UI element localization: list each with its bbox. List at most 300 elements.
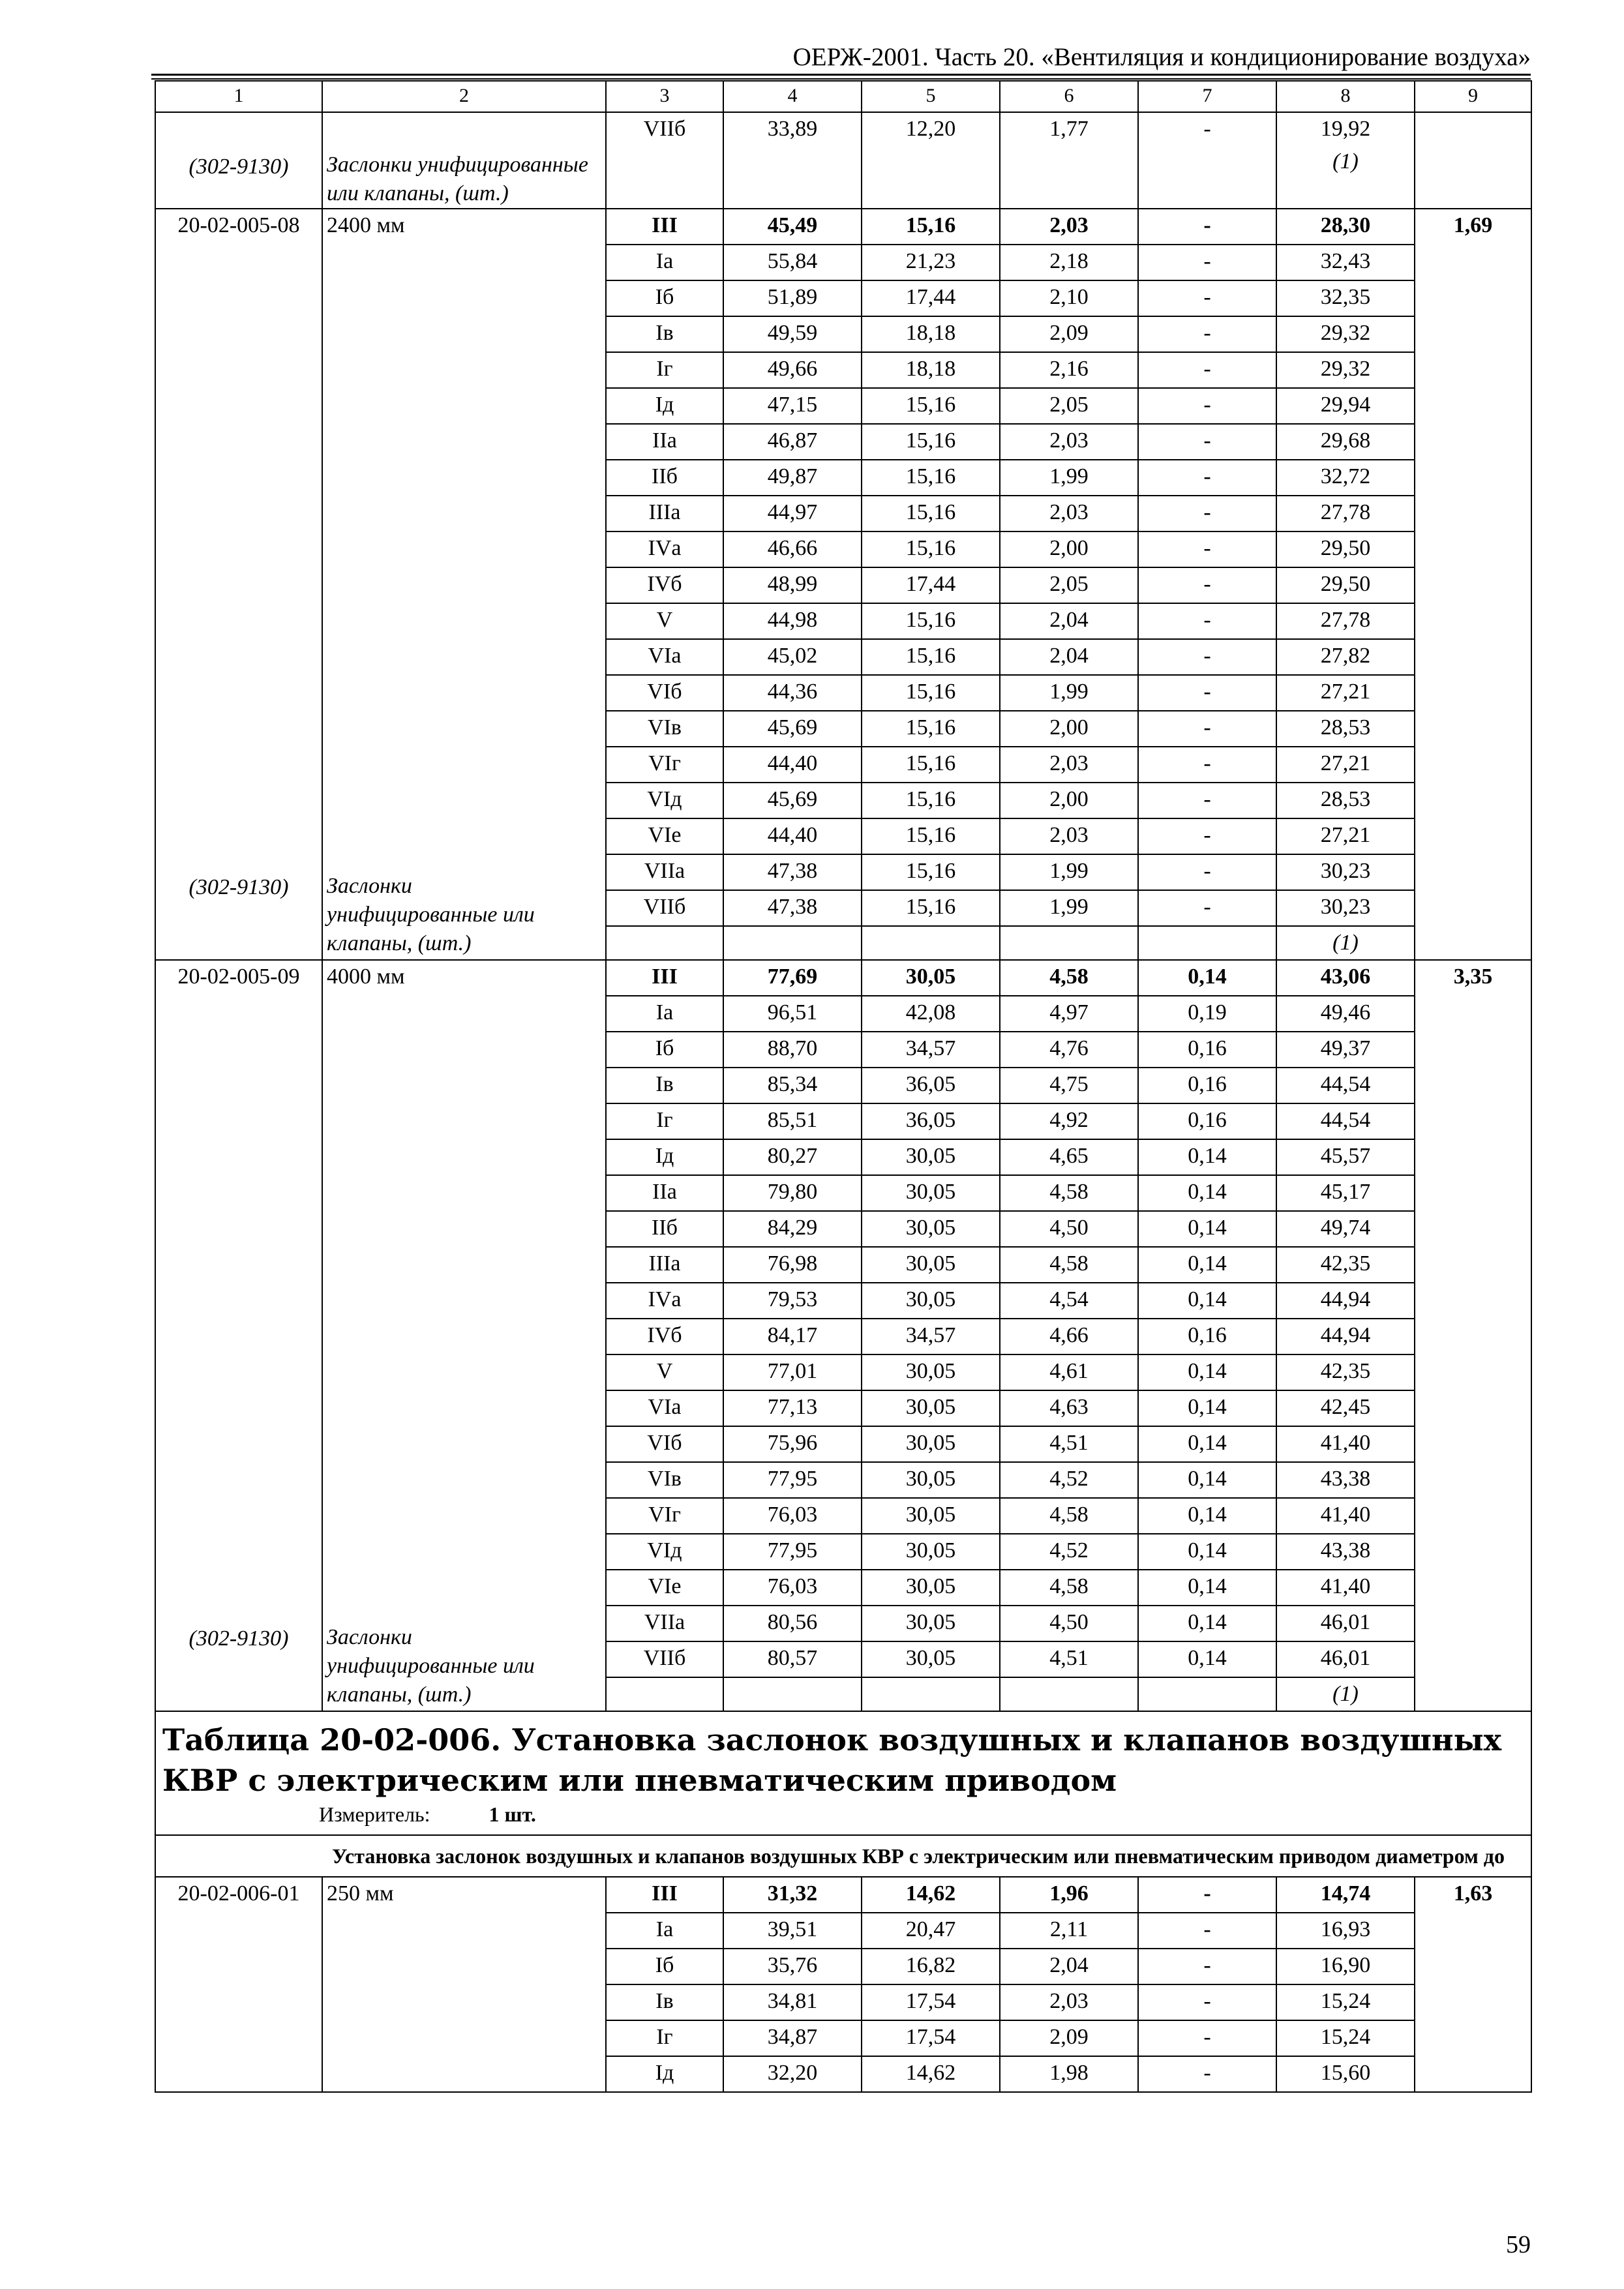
unit-value: 1 шт. <box>489 1803 536 1826</box>
coefficient-cell: 1,63 <box>1415 1877 1531 2092</box>
region-cell: IIб <box>606 460 723 496</box>
value-cell: 47,38 <box>723 854 862 890</box>
value-cell: 2,03 <box>1000 818 1138 854</box>
column-number: 2 <box>322 81 606 112</box>
region-cell: VIд <box>606 783 723 818</box>
value-cell: 15,16 <box>862 460 1000 496</box>
region-cell: VIIа <box>606 854 723 890</box>
rate-code: 20-02-006-01 <box>155 1877 322 2092</box>
resource-code: (302-9130) <box>188 875 289 899</box>
value-cell: 4,61 <box>1000 1354 1138 1390</box>
table-title-cell <box>155 1711 1531 1835</box>
value-cell: 15,16 <box>862 531 1000 567</box>
unit-label: Измеритель: <box>319 1803 430 1826</box>
value-cell: 4,52 <box>1000 1462 1138 1498</box>
value-cell: 15,16 <box>862 783 1000 818</box>
value-cell: - <box>1138 245 1276 280</box>
value-cell: 0,16 <box>1138 1103 1276 1139</box>
empty-cell <box>1415 112 1531 209</box>
column-number: 7 <box>1138 81 1276 112</box>
value-cell: 28,53 <box>1276 711 1415 747</box>
value-cell: - <box>1138 424 1276 460</box>
value-cell: 46,01 <box>1276 1641 1415 1677</box>
region-cell: Iг <box>606 2020 723 2056</box>
region-cell: IIб <box>606 1211 723 1247</box>
value-cell: - <box>1138 639 1276 675</box>
region-cell: Iд <box>606 1139 723 1175</box>
value-cell: 4,58 <box>1000 1247 1138 1283</box>
value-cell: 27,78 <box>1276 603 1415 639</box>
header-rule-thin <box>151 78 1531 80</box>
page-number: 59 <box>1506 2231 1531 2258</box>
value-cell: 17,44 <box>862 567 1000 603</box>
value-cell: 2,09 <box>1000 316 1138 352</box>
value-cell: 4,58 <box>1000 1498 1138 1534</box>
value-cell: 0,14 <box>1138 1247 1276 1283</box>
value-cell: 4,66 <box>1000 1319 1138 1354</box>
value-cell: 45,69 <box>723 711 862 747</box>
value-cell: 4,54 <box>1000 1283 1138 1319</box>
value-cell: 30,05 <box>862 1283 1000 1319</box>
value-cell: 30,05 <box>862 1570 1000 1606</box>
value-cell: 32,35 <box>1276 280 1415 316</box>
value-cell: 44,94 <box>1276 1283 1415 1319</box>
value-cell: 2,03 <box>1000 209 1138 245</box>
value-cell: 43,06 <box>1276 960 1415 996</box>
empty-cell <box>1000 1677 1138 1711</box>
value-cell: 46,01 <box>1276 1606 1415 1641</box>
value-cell: 0,14 <box>1138 1354 1276 1390</box>
value-cell: 4,58 <box>1000 1570 1138 1606</box>
value-cell: 16,90 <box>1276 1949 1415 1984</box>
value-cell: 17,54 <box>862 2020 1000 2056</box>
value-cell: - <box>1138 316 1276 352</box>
value-cell: - <box>1138 603 1276 639</box>
value-cell: 30,05 <box>862 1641 1000 1677</box>
value-cell: 84,17 <box>723 1319 862 1354</box>
value-cell: 77,95 <box>723 1534 862 1570</box>
table-row <box>155 960 1531 996</box>
region-cell: V <box>606 603 723 639</box>
value-cell: 4,50 <box>1000 1606 1138 1641</box>
value-cell: 46,87 <box>723 424 862 460</box>
rate-name: 4000 мм Заслонки унифицированные или клапаны, (шт.) <box>322 960 606 1711</box>
value-cell: 2,10 <box>1000 280 1138 316</box>
value-cell: 44,94 <box>1276 1319 1415 1354</box>
value-cell: 49,59 <box>723 316 862 352</box>
value-cell: 4,51 <box>1000 1641 1138 1677</box>
value-cell: 0,14 <box>1138 1139 1276 1175</box>
region-cell: VIа <box>606 639 723 675</box>
empty-cell <box>1138 926 1276 960</box>
value-cell: 27,78 <box>1276 496 1415 531</box>
region-cell: VIIб <box>606 112 723 209</box>
value-cell: 45,17 <box>1276 1175 1415 1211</box>
column-number: 4 <box>723 81 862 112</box>
value-cell: 47,38 <box>723 890 862 926</box>
region-cell: Iв <box>606 1068 723 1103</box>
value-cell: 32,72 <box>1276 460 1415 496</box>
value-cell: 14,74 <box>1276 1877 1415 1913</box>
region-cell: VIб <box>606 675 723 711</box>
value-cell: 44,40 <box>723 747 862 783</box>
value-cell: 15,24 <box>1276 1984 1415 2020</box>
region-cell: IIа <box>606 1175 723 1211</box>
value-cell: 30,05 <box>862 1247 1000 1283</box>
value-cell: - <box>1138 2020 1276 2056</box>
value-cell: 27,21 <box>1276 747 1415 783</box>
value-cell: 1,77 <box>1000 112 1138 209</box>
resource-name: Заслонки унифицированные или клапаны, (шт.) <box>327 874 535 955</box>
value-cell: 0,14 <box>1138 1462 1276 1498</box>
resource-code: (302-9130) <box>155 112 322 209</box>
region-cell: IVа <box>606 1283 723 1319</box>
resource-code: (302-9130) <box>188 1626 289 1651</box>
rate-name: 250 мм <box>322 1877 606 2092</box>
value-cell: 20,47 <box>862 1913 1000 1949</box>
value-cell: 30,05 <box>862 1606 1000 1641</box>
table-row <box>155 1877 1531 1913</box>
value-cell: 29,94 <box>1276 388 1415 424</box>
value-cell: 14,62 <box>862 2056 1000 2092</box>
region-cell: Iв <box>606 1984 723 2020</box>
value-cell: - <box>1138 818 1276 854</box>
value-cell: 33,89 <box>723 112 862 209</box>
value-cell: 17,54 <box>862 1984 1000 2020</box>
region-cell: VIIа <box>606 1606 723 1641</box>
value-cell: 85,34 <box>723 1068 862 1103</box>
resource-name: Заслонки унифицированные или клапаны, (шт.) <box>327 1625 535 1707</box>
value-cell: 30,05 <box>862 1211 1000 1247</box>
value-cell: 32,20 <box>723 2056 862 2092</box>
region-cell: VIг <box>606 747 723 783</box>
value-cell: 2,16 <box>1000 352 1138 388</box>
value-cell: 30,05 <box>862 1390 1000 1426</box>
value-cell: 1,98 <box>1000 2056 1138 2092</box>
unit-line <box>162 1801 1524 1828</box>
value-cell: 15,16 <box>862 675 1000 711</box>
region-cell: VIе <box>606 818 723 854</box>
value-cell: 15,16 <box>862 854 1000 890</box>
table-title-row <box>155 1711 1531 1835</box>
value-cell: - <box>1138 890 1276 926</box>
column-number: 6 <box>1000 81 1138 112</box>
value-cell: 41,40 <box>1276 1570 1415 1606</box>
value-cell: 28,30 <box>1276 209 1415 245</box>
value-cell: 2,04 <box>1000 639 1138 675</box>
coefficient-cell: 1,69 <box>1415 209 1531 960</box>
region-cell: IIIа <box>606 496 723 531</box>
empty-cell <box>606 1677 723 1711</box>
value-cell: 76,98 <box>723 1247 862 1283</box>
value-cell: 0,14 <box>1138 1426 1276 1462</box>
value-cell: - <box>1138 1877 1276 1913</box>
value-cell: 30,05 <box>862 1175 1000 1211</box>
value-cell: 2,11 <box>1000 1913 1138 1949</box>
value-cell: 30,05 <box>862 1462 1000 1498</box>
empty-cell <box>606 926 723 960</box>
value-cell: 0,14 <box>1138 1641 1276 1677</box>
value-cell: 0,16 <box>1138 1068 1276 1103</box>
value-cell: 31,32 <box>723 1877 862 1913</box>
value-cell: 15,60 <box>1276 2056 1415 2092</box>
value-cell: 42,08 <box>862 996 1000 1032</box>
value-cell: 49,66 <box>723 352 862 388</box>
value-cell: 2,03 <box>1000 1984 1138 2020</box>
value-cell: - <box>1138 783 1276 818</box>
value-cell: 75,96 <box>723 1426 862 1462</box>
value-cell: 0,14 <box>1138 1570 1276 1606</box>
value-cell: 15,16 <box>862 890 1000 926</box>
value-cell: 29,68 <box>1276 424 1415 460</box>
value-cell: 2,00 <box>1000 711 1138 747</box>
value-cell: 4,76 <box>1000 1032 1138 1068</box>
value-cell: 45,57 <box>1276 1139 1415 1175</box>
value-cell: 42,35 <box>1276 1354 1415 1390</box>
region-cell: III <box>606 1877 723 1913</box>
value-cell: 30,05 <box>862 1534 1000 1570</box>
value-cell: 15,16 <box>862 496 1000 531</box>
value-cell: 2,00 <box>1000 783 1138 818</box>
value-cell: 35,76 <box>723 1949 862 1984</box>
value-cell: 2,18 <box>1000 245 1138 280</box>
value-cell: 4,97 <box>1000 996 1138 1032</box>
empty-cell <box>723 1677 862 1711</box>
value-cell: 44,97 <box>723 496 862 531</box>
empty-cell <box>1000 926 1138 960</box>
empty-cell <box>862 1677 1000 1711</box>
value-cell: 44,54 <box>1276 1103 1415 1139</box>
resource-name: Заслонки унифицированные или клапаны, (шт.) <box>322 112 606 209</box>
value-cell: 76,03 <box>723 1570 862 1606</box>
rate-code: 20-02-005-08 (302-9130) <box>155 209 322 960</box>
value-cell: 15,16 <box>862 747 1000 783</box>
rate-code: 20-02-005-09 (302-9130) <box>155 960 322 1711</box>
value-cell: 4,58 <box>1000 960 1138 996</box>
value-cell: - <box>1138 1913 1276 1949</box>
region-cell: III <box>606 960 723 996</box>
value-cell: 15,16 <box>862 209 1000 245</box>
region-cell: Iа <box>606 245 723 280</box>
value-cell: 30,23 <box>1276 890 1415 926</box>
coefficient-cell: 3,35 <box>1415 960 1531 1711</box>
value-cell: 1,99 <box>1000 460 1138 496</box>
region-cell: Iа <box>606 996 723 1032</box>
rate-name: 2400 мм Заслонки унифицированные или клапаны, (шт.) <box>322 209 606 960</box>
region-cell: Iд <box>606 388 723 424</box>
value-cell: - <box>1138 112 1276 209</box>
carry-over-row <box>155 112 1531 209</box>
column-number: 5 <box>862 81 1000 112</box>
value-cell: 4,50 <box>1000 1211 1138 1247</box>
region-cell: VIIб <box>606 1641 723 1677</box>
region-cell: IIа <box>606 424 723 460</box>
column-number: 8 <box>1276 81 1415 112</box>
value-cell: 49,46 <box>1276 996 1415 1032</box>
value-cell: 77,95 <box>723 1462 862 1498</box>
value-cell: 0,14 <box>1138 1606 1276 1641</box>
value-cell: 77,13 <box>723 1390 862 1426</box>
value-cell: 80,57 <box>723 1641 862 1677</box>
value-cell: 80,56 <box>723 1606 862 1641</box>
value-cell: 17,44 <box>862 280 1000 316</box>
value-cell: 44,98 <box>723 603 862 639</box>
value-cell: 29,32 <box>1276 352 1415 388</box>
value-cell: 34,57 <box>862 1032 1000 1068</box>
value-cell: 0,19 <box>1138 996 1276 1032</box>
value-cell: 49,87 <box>723 460 862 496</box>
region-cell: VIв <box>606 1462 723 1498</box>
value-cell: - <box>1138 352 1276 388</box>
value-cell: 30,05 <box>862 960 1000 996</box>
value-cell: - <box>1138 675 1276 711</box>
region-cell: III <box>606 209 723 245</box>
value-cell: 1,99 <box>1000 675 1138 711</box>
value-cell: 29,50 <box>1276 567 1415 603</box>
empty-cell <box>723 926 862 960</box>
value-cell: - <box>1138 854 1276 890</box>
value-cell: 0,14 <box>1138 960 1276 996</box>
value-cell: - <box>1138 711 1276 747</box>
value-cell: 16,93 <box>1276 1913 1415 1949</box>
value-text: 19,92 <box>1320 117 1371 141</box>
value-cell: 27,21 <box>1276 675 1415 711</box>
value-cell: 15,16 <box>862 388 1000 424</box>
value-cell: - <box>1138 388 1276 424</box>
region-cell: Iа <box>606 1913 723 1949</box>
value-cell: 2,05 <box>1000 388 1138 424</box>
region-cell: VIIб <box>606 890 723 926</box>
table-subtitle-row <box>155 1835 1531 1877</box>
value-cell: 0,14 <box>1138 1498 1276 1534</box>
value-cell: 30,05 <box>862 1139 1000 1175</box>
region-cell: Iв <box>606 316 723 352</box>
value-cell: 41,40 <box>1276 1498 1415 1534</box>
value-cell: 18,18 <box>862 316 1000 352</box>
value-cell: 4,52 <box>1000 1534 1138 1570</box>
running-header: ОЕРЖ-2001. Часть 20. «Вентиляция и кондиционирование воздуха» <box>792 43 1531 71</box>
region-cell: Iб <box>606 280 723 316</box>
value-cell: 36,05 <box>862 1068 1000 1103</box>
value-cell: 1,99 <box>1000 890 1138 926</box>
region-cell: VIд <box>606 1534 723 1570</box>
value-cell: 27,82 <box>1276 639 1415 675</box>
value-cell: 36,05 <box>862 1103 1000 1139</box>
value-cell: 42,45 <box>1276 1390 1415 1426</box>
value-cell: 4,63 <box>1000 1390 1138 1426</box>
value-cell <box>1276 112 1415 209</box>
value-cell: 0,14 <box>1138 1211 1276 1247</box>
value-cell: 1,99 <box>1000 854 1138 890</box>
value-cell: 29,32 <box>1276 316 1415 352</box>
value-cell: 2,03 <box>1000 747 1138 783</box>
value-cell: - <box>1138 280 1276 316</box>
value-cell: 30,23 <box>1276 854 1415 890</box>
region-cell: IVа <box>606 531 723 567</box>
region-cell: VIв <box>606 711 723 747</box>
region-cell: Iб <box>606 1949 723 1984</box>
region-cell: VIа <box>606 1390 723 1426</box>
value-cell: 45,69 <box>723 783 862 818</box>
value-cell: 27,21 <box>1276 818 1415 854</box>
value-cell: 12,20 <box>862 112 1000 209</box>
region-cell: VIе <box>606 1570 723 1606</box>
value-cell: 1,96 <box>1000 1877 1138 1913</box>
value-cell: 2,04 <box>1000 603 1138 639</box>
region-cell: Iб <box>606 1032 723 1068</box>
value-cell: 42,35 <box>1276 1247 1415 1283</box>
value-cell: 96,51 <box>723 996 862 1032</box>
value-cell: 77,69 <box>723 960 862 996</box>
value-cell: 76,03 <box>723 1498 862 1534</box>
column-number: 3 <box>606 81 723 112</box>
value-cell: 43,38 <box>1276 1534 1415 1570</box>
region-cell: Iг <box>606 1103 723 1139</box>
table-title: Таблица 20-02-006. Установка заслонок воздушных и клапанов воздушных КВР с электрическим или пневматическим приводом <box>162 1722 1502 1798</box>
value-cell: - <box>1138 2056 1276 2092</box>
value-cell: 21,23 <box>862 245 1000 280</box>
value-cell: 4,75 <box>1000 1068 1138 1103</box>
header-rule <box>151 74 1531 76</box>
value-cell: 28,53 <box>1276 783 1415 818</box>
resource-qty: (1) <box>1276 926 1415 960</box>
column-number: 1 <box>155 81 322 112</box>
value-cell: 49,37 <box>1276 1032 1415 1068</box>
region-cell: IIIа <box>606 1247 723 1283</box>
value-cell: 14,62 <box>862 1877 1000 1913</box>
value-cell: 29,50 <box>1276 531 1415 567</box>
column-number: 9 <box>1415 81 1531 112</box>
region-cell: Iг <box>606 352 723 388</box>
value-cell: 34,87 <box>723 2020 862 2056</box>
value-cell: 0,16 <box>1138 1319 1276 1354</box>
value-cell: 84,29 <box>723 1211 862 1247</box>
value-cell: 32,43 <box>1276 245 1415 280</box>
value-cell: 47,15 <box>723 388 862 424</box>
value-cell: 30,05 <box>862 1426 1000 1462</box>
value-cell: 51,89 <box>723 280 862 316</box>
value-cell: 30,05 <box>862 1498 1000 1534</box>
empty-cell <box>862 926 1000 960</box>
value-cell: 48,99 <box>723 567 862 603</box>
region-cell: VIг <box>606 1498 723 1534</box>
value-cell: 34,57 <box>862 1319 1000 1354</box>
value-cell: 2,09 <box>1000 2020 1138 2056</box>
value-cell: - <box>1138 209 1276 245</box>
value-cell: - <box>1138 496 1276 531</box>
table-subtitle: Установка заслонок воздушных и клапанов воздушных КВР с электрическим или пневматическим приводом диаметром до <box>155 1835 1531 1877</box>
value-cell: 44,54 <box>1276 1068 1415 1103</box>
value-cell: 45,49 <box>723 209 862 245</box>
value-cell: - <box>1138 460 1276 496</box>
region-cell: Iд <box>606 2056 723 2092</box>
value-cell: 18,18 <box>862 352 1000 388</box>
value-cell: 0,14 <box>1138 1283 1276 1319</box>
value-cell: 0,14 <box>1138 1175 1276 1211</box>
column-numbers-row <box>155 81 1531 112</box>
resource-qty: (1) <box>1332 149 1359 173</box>
value-cell: 15,24 <box>1276 2020 1415 2056</box>
region-cell: VIб <box>606 1426 723 1462</box>
value-cell: 4,51 <box>1000 1426 1138 1462</box>
region-cell: V <box>606 1354 723 1390</box>
value-cell: 88,70 <box>723 1032 862 1068</box>
region-cell: IVб <box>606 567 723 603</box>
table-row <box>155 209 1531 245</box>
value-cell: 15,16 <box>862 603 1000 639</box>
value-cell: 49,74 <box>1276 1211 1415 1247</box>
region-cell: IVб <box>606 1319 723 1354</box>
